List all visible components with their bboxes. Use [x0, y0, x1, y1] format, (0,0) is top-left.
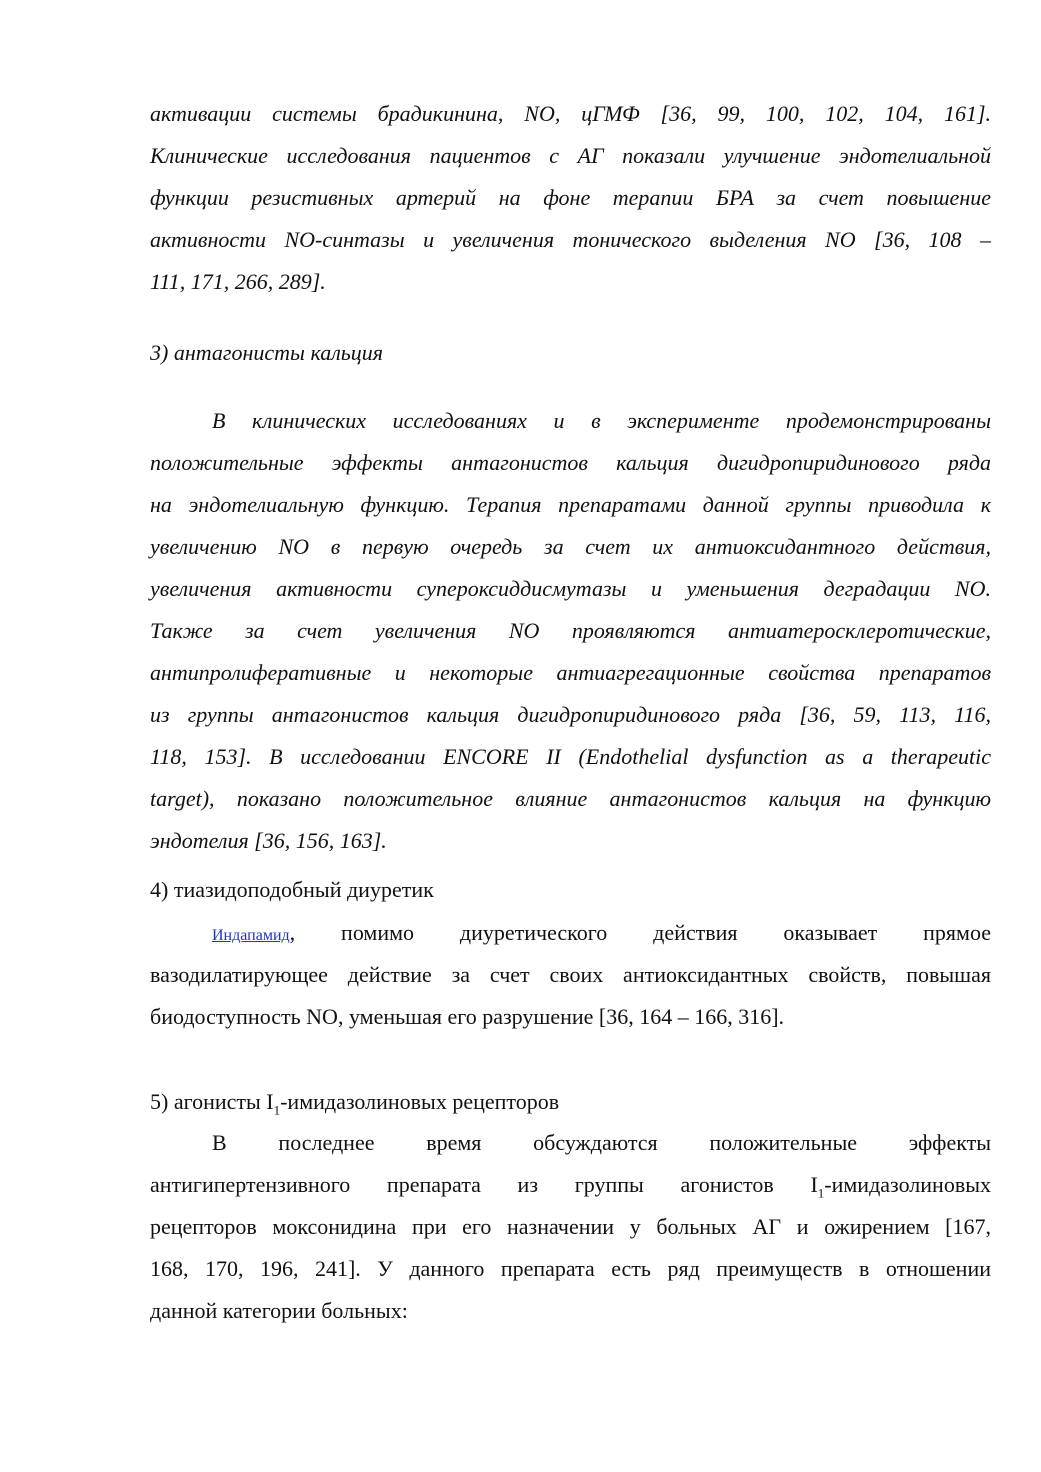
text-line: Также за счет увеличения NO проявляются антиатеросклеротические,	[150, 618, 991, 643]
text-line	[150, 912, 991, 954]
text-line: рецепторов моксонидина при его назначении у больных АГ и ожирением [167,	[150, 1214, 991, 1239]
paragraph-3	[150, 912, 991, 1038]
text-line: положительные эффекты антагонистов кальция дигидропиридинового ряда	[150, 450, 991, 475]
text-line: 118, 153]. В исследовании ENCORE II (Endothelial dysfunction as a therapeutic	[150, 744, 991, 769]
text-line: на эндотелиальную функцию. Терапия препаратами данной группы приводила к	[150, 492, 991, 517]
text-line: из группы антагонистов кальция дигидропиридинового ряда [36, 59, 113, 116,	[150, 702, 991, 727]
heading-text: -имидазолиновых рецепторов	[280, 1089, 560, 1114]
text-line: биодоступность NO, уменьшая его разрушение [36, 164 – 166, 316].	[150, 1004, 785, 1029]
paragraph-1	[150, 93, 991, 303]
section-heading-4: 4) тиазидоподобный диуретик	[150, 877, 434, 902]
text-line: увеличения активности супероксиддисмутазы и уменьшения деградации NO.	[150, 576, 991, 601]
text-span: , помимо диуретического действия оказывает прямое	[289, 920, 991, 945]
heading-text: 5) агонисты I	[150, 1089, 274, 1114]
paragraph-4	[150, 1122, 991, 1332]
text-line: активности NO-синтазы и увеличения тонического выделения NO [36, 108 –	[150, 227, 991, 252]
text-line: эндотелия [36, 156, 163].	[150, 828, 387, 853]
text-line	[150, 1164, 991, 1206]
subscript: 1	[817, 1185, 825, 1201]
text-line: антипролиферативные и некоторые антиагрегационные свойства препаратов	[150, 660, 991, 685]
text-line: данной категории больных:	[150, 1298, 408, 1323]
text-line: Клинические исследования пациентов с АГ показали улучшение эндотелиальной	[150, 143, 991, 168]
text-line: target), показано положительное влияние антагонистов кальция на функцию	[150, 786, 991, 811]
paragraph-2	[150, 400, 991, 862]
text-line: В клинических исследованиях и в эксперименте продемонстрированы	[212, 408, 991, 433]
text-line: вазодилатирующее действие за счет своих антиоксидантных свойств, повышая	[150, 962, 991, 987]
indapamide-link[interactable]: Индапамид	[212, 927, 290, 944]
text-line: 168, 170, 196, 241]. У данного препарата есть ряд преимуществ в отношении	[150, 1256, 991, 1281]
text-line: 111, 171, 266, 289].	[150, 269, 326, 294]
text-line: функции резистивных артерий на фоне терапии БРА за счет повышение	[150, 185, 991, 210]
subscript: 1	[273, 1102, 281, 1118]
text-span: антигипертензивного препарата из группы агонистов I	[150, 1172, 818, 1197]
text-span: -имидазолиновых	[824, 1172, 991, 1197]
section-heading-3: 3) антагонисты кальция	[150, 340, 384, 365]
text-line: активации системы брадикинина, NO, цГМФ [36, 99, 100, 102, 104, 161].	[150, 101, 991, 126]
section-heading-5	[150, 1087, 559, 1117]
text-line: В последнее время обсуждаются положительные эффекты	[212, 1130, 991, 1155]
text-line: увеличению NO в первую очередь за счет их антиоксидантного действия,	[150, 534, 991, 559]
